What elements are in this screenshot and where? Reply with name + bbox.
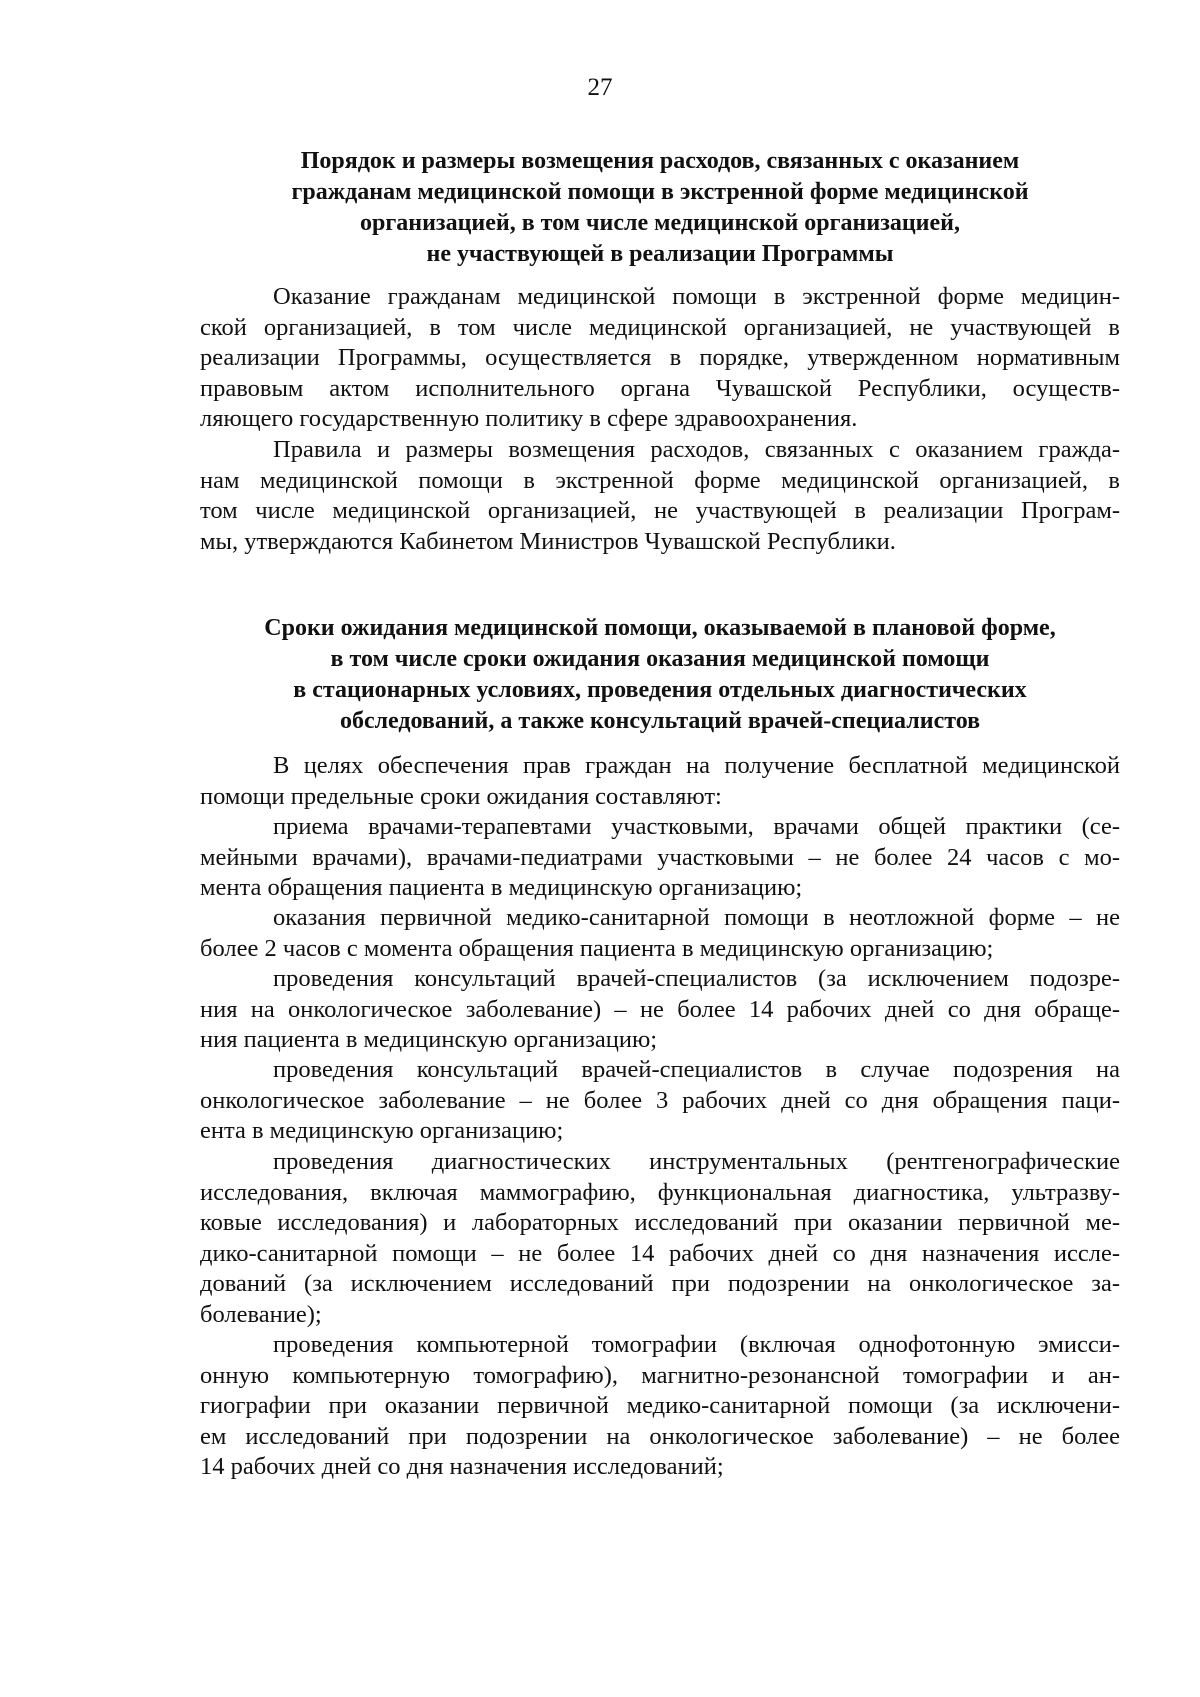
text-line: исследования, включая маммографию, функциональная диагностика, ультразву- [200, 1178, 1120, 1206]
page-number: 27 [587, 74, 613, 101]
text-line: нам медицинской помощи в экстренной форме медицинской организацией, в [200, 466, 1120, 494]
text-line: дований (за исключением исследований при подозрении на онкологическое за- [200, 1270, 1120, 1297]
heading-line: в том числе сроки ожидания оказания медицинской помощи [330, 646, 990, 672]
section-heading-reimbursement [200, 146, 1120, 270]
heading-line: не участвующей в реализации Программы [426, 241, 894, 267]
text-line: приема врачами-терапевтами участковыми, врачами общей практики (се- [273, 813, 1120, 840]
heading-line: Порядок и размеры возмещения расходов, связанных с оказанием [300, 148, 1020, 174]
text-line: реализации Программы, осуществляется в порядке, утвержденном нормативным [200, 344, 1120, 371]
paragraph-oncology-consultations [200, 1055, 1120, 1147]
paragraph-emergency-care-procedure [200, 282, 1120, 435]
heading-line: в стационарных условиях, проведения отдельных диагностических [293, 677, 1027, 703]
text-line: более 2 часов с момента обращения пациента в медицинскую организацию; [200, 934, 994, 962]
heading-line: обследований, а также консультаций врачей-специалистов [339, 708, 981, 734]
text-line: В целях обеспечения прав граждан на получение бесплатной медицинской [273, 752, 1120, 779]
text-line: ковые исследования) и лабораторных исследований при оказании первичной ме- [200, 1209, 1120, 1236]
text-line: гиографии при оказании первичной медико-санитарной помощи (за исключени- [200, 1392, 1120, 1419]
paragraph-diagnostic-studies [200, 1147, 1120, 1330]
heading-line: организацией, в том числе медицинской организацией, [360, 210, 960, 236]
text-line: ем исследований при подозрении на онкологическое заболевание) – не более [200, 1422, 1120, 1450]
text-line: ента в медицинскую организацию; [200, 1117, 564, 1144]
text-line: ской организацией, в том числе медицинской организацией, не участвующей в [200, 313, 1120, 341]
text-line: дико-санитарной помощи – не более 14 рабочих дней со дня назначения иссле- [200, 1239, 1120, 1267]
paragraph-specialist-consultations [200, 964, 1120, 1056]
paragraph-tomography [200, 1330, 1120, 1483]
text-line: 14 рабочих дней со дня назначения исследований; [200, 1453, 724, 1480]
text-line: помощи предельные сроки ожидания составляют: [200, 782, 722, 810]
text-line: ляющего государственную политику в сфере здравоохранения. [200, 405, 858, 432]
paragraph-urgent-primary-care [200, 903, 1120, 964]
text-line: онную компьютерную томографию), магнитно-резонансной томографии и ан- [200, 1361, 1120, 1389]
section-heading-waiting-times [200, 613, 1120, 737]
text-line: проведения консультаций врачей-специалистов (за исключением подозре- [273, 965, 1120, 992]
text-line: правовым актом исполнительного органа Чувашской Республики, осуществ- [200, 374, 1120, 402]
text-line: оказания первичной медико-санитарной помощи в неотложной форме – не [273, 904, 1120, 931]
text-line: проведения компьютерной томографии (включая однофотонную эмисси- [273, 1331, 1120, 1358]
text-line: Правила и размеры возмещения расходов, связанных с оказанием гражда- [273, 436, 1120, 463]
text-line: онкологическое заболевание – не более 3 рабочих дней со дня обращения паци- [200, 1086, 1120, 1114]
paragraph-reimbursement-rules [200, 435, 1120, 557]
paragraph-reception-by-doctors [200, 812, 1120, 904]
paragraph-waiting-intro [200, 751, 1120, 812]
heading-line: гражданам медицинской помощи в экстренной форме медицинской [291, 179, 1029, 205]
text-line: Оказание гражданам медицинской помощи в экстренной форме медицин- [273, 283, 1120, 310]
text-line: мы, утверждаются Кабинетом Министров Чувашской Республики. [200, 527, 896, 555]
heading-line: Сроки ожидания медицинской помощи, оказываемой в плановой форме, [264, 615, 1056, 641]
text-line: мейными врачами), врачами-педиатрами участковыми – не более 24 часов с мо- [200, 843, 1120, 871]
text-line: болевание); [200, 1300, 322, 1328]
text-line: проведения диагностических инструментальных (рентгенографические [273, 1148, 1120, 1175]
text-line: ния на онкологическое заболевание) – не более 14 рабочих дней со дня обраще- [200, 995, 1120, 1023]
text-line: мента обращения пациента в медицинскую организацию; [200, 874, 803, 901]
text-line: ния пациента в медицинскую организацию; [200, 1026, 658, 1053]
text-line: проведения консультаций врачей-специалистов в случае подозрения на [273, 1056, 1120, 1083]
text-line: том числе медицинской организацией, не участвующей в реализации Програм- [200, 497, 1120, 524]
